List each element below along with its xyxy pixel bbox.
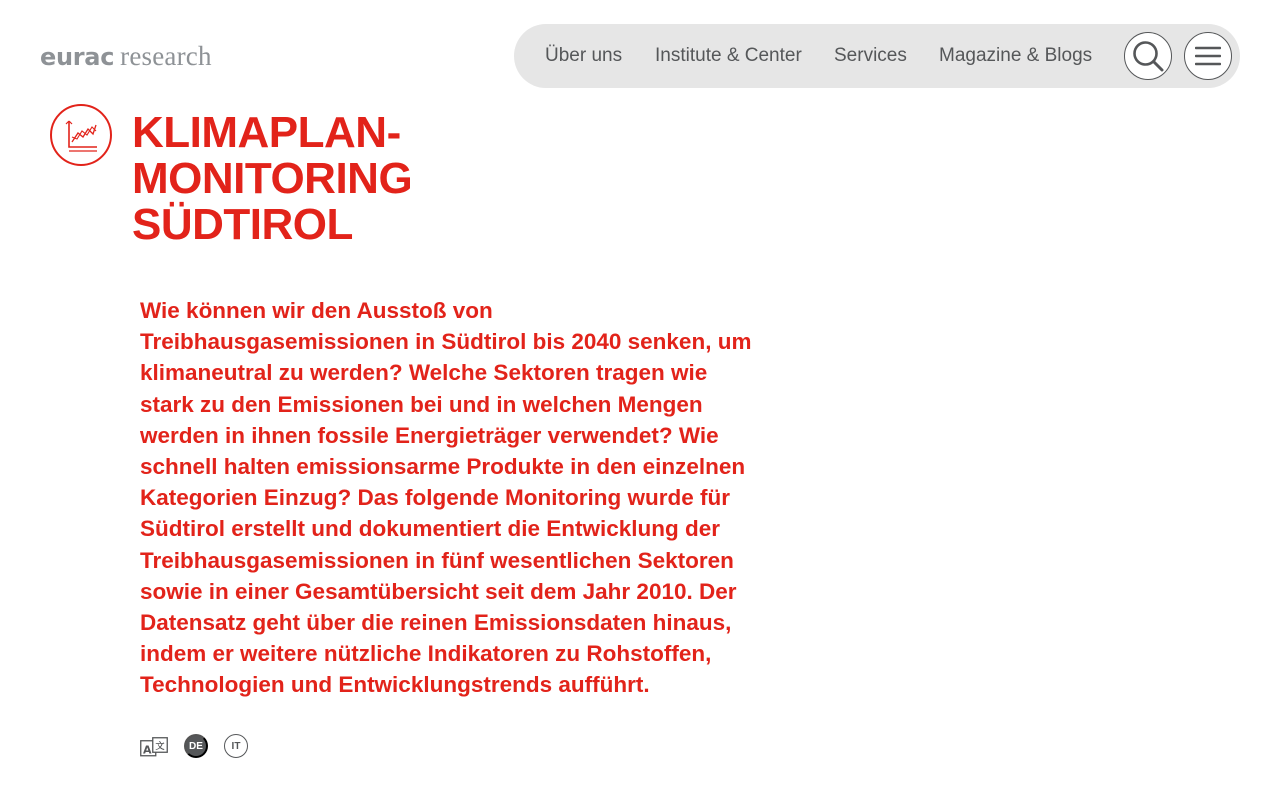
intro-line: Treibhausgasemissionen in fünf wesentlichen Sektoren (140, 547, 734, 573)
intro-line: Treibhausgasemissionen in Südtirol bis 2040 senken, um (140, 329, 752, 355)
page-title (132, 110, 552, 248)
language-it-button[interactable]: IT (224, 734, 248, 758)
intro-line: klimaneutral zu werden? Welche Sektoren tragen wie (140, 360, 708, 386)
intro-line: stark zu den Emissionen bei und in welchen Mengen (140, 391, 703, 417)
page-title-line-1: KLIMAPLAN- (132, 108, 401, 157)
nav-item-services[interactable]: Services (834, 45, 907, 66)
svg-text:文: 文 (155, 742, 165, 752)
logo-part-eurac: eurac (40, 43, 115, 71)
hamburger-menu-icon (1195, 45, 1221, 67)
intro-line: sowie in einer Gesamtübersicht seit dem Jahr 2010. Der (140, 578, 737, 604)
intro-line: indem er weitere nützliche Indikatoren zu Rohstoffen, (140, 641, 712, 667)
page-title-line-2: MONITORING (132, 154, 413, 203)
eurac-research-logo[interactable] (40, 40, 212, 73)
nav-item-ueber-uns[interactable]: Über uns (545, 45, 623, 66)
topic-icon-badge (50, 104, 112, 166)
intro-line: werden in ihnen fossile Energieträger verwendet? Wie (140, 422, 719, 448)
page-title-line-3: SÜDTIROL (132, 200, 353, 249)
nav-item-institute-center[interactable]: Institute & Center (655, 45, 802, 66)
line-chart-icon (61, 115, 101, 155)
intro-line: Datensatz geht über die reinen Emissionsdaten hinaus, (140, 610, 732, 636)
translate-icon (140, 737, 168, 757)
intro-paragraph (140, 295, 810, 701)
nav-item-magazine-blogs[interactable]: Magazine & Blogs (939, 45, 1093, 66)
intro-line: Kategorien Einzug? Das folgende Monitoring wurde für (140, 485, 730, 511)
svg-text:A: A (143, 743, 152, 757)
logo-part-research: research (120, 41, 212, 71)
language-de-button[interactable]: DE (184, 734, 208, 758)
menu-button[interactable] (1184, 32, 1232, 80)
intro-line: schnell halten emissionsarme Produkte in den einzelnen (140, 454, 746, 480)
search-icon (1131, 39, 1165, 73)
main-navigation (514, 24, 1240, 88)
intro-line: Technologien und Entwicklungstrends aufführt. (140, 672, 650, 698)
intro-line: Südtirol erstellt und dokumentiert die Entwicklung der (140, 516, 721, 542)
search-button[interactable] (1124, 32, 1172, 80)
intro-line: Wie können wir den Ausstoß von (140, 298, 493, 323)
